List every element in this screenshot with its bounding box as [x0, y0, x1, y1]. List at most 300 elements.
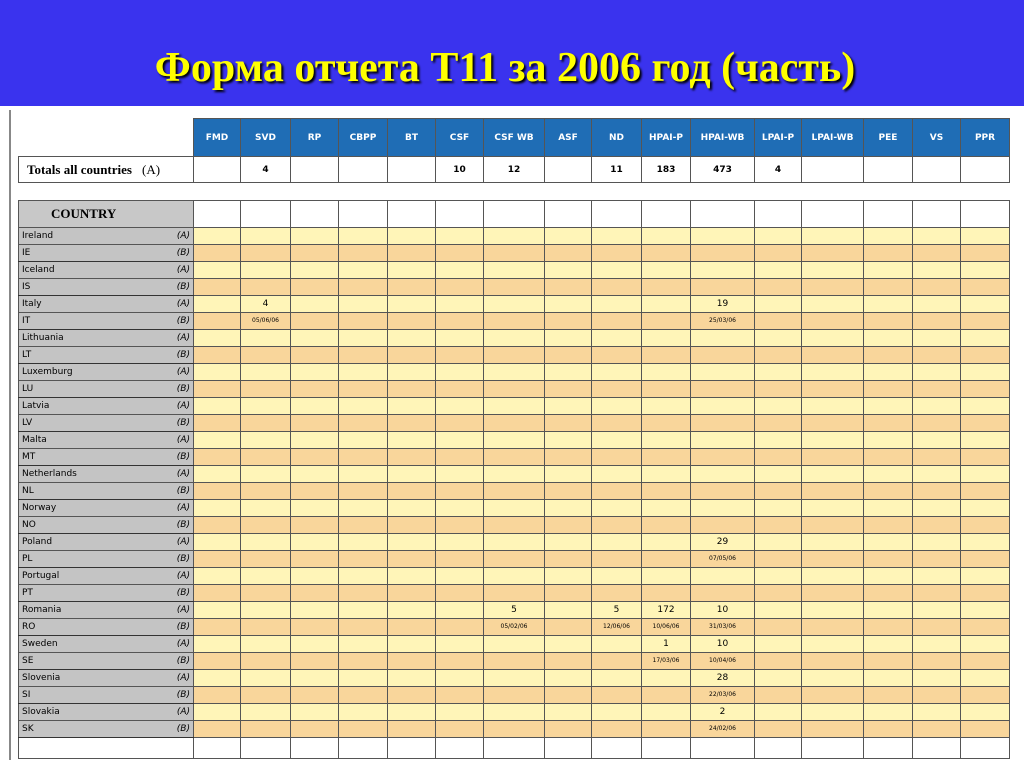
- country-row-norway: [19, 500, 1010, 517]
- slide-title: Форма отчета Т11 за 2006 год (часть): [154, 45, 856, 91]
- country-header-blank-cell: [802, 201, 864, 228]
- date-cell-cbpp: [339, 721, 388, 738]
- country-row-slovenia: [19, 670, 1010, 687]
- date-cell-lpai-wb: [802, 551, 864, 568]
- date-cell-nd: [592, 245, 642, 262]
- country-header-blank-cell: [592, 201, 642, 228]
- row-type-marker: (A): [176, 299, 190, 309]
- date-cell-fmd: [194, 653, 241, 670]
- date-cell-rp: [291, 721, 339, 738]
- column-header-fmd: FMD: [194, 119, 241, 157]
- count-cell-svd: [241, 262, 291, 279]
- count-cell-csf-wb: [484, 364, 545, 381]
- count-cell-rp: [291, 330, 339, 347]
- count-cell-csf: [436, 398, 484, 415]
- date-cell-asf: [545, 415, 592, 432]
- count-cell-nd: [592, 330, 642, 347]
- date-cell-svd: [241, 245, 291, 262]
- date-cell-vs: [913, 653, 961, 670]
- count-cell-svd: [241, 228, 291, 245]
- date-cell-svd: [241, 653, 291, 670]
- count-cell-pee: [864, 670, 913, 687]
- date-cell-lpai-p: [755, 313, 802, 330]
- row-type-marker: (B): [176, 656, 190, 666]
- country-name-cell: [19, 364, 194, 381]
- count-cell-lpai-p: [755, 534, 802, 551]
- date-cell-hpai-wb: [691, 381, 755, 398]
- date-cell-lpai-wb: [802, 381, 864, 398]
- row-type-marker: (B): [176, 350, 190, 360]
- date-cell-lpai-p: [755, 347, 802, 364]
- count-cell-vs: [913, 296, 961, 313]
- count-cell-lpai-wb: [802, 602, 864, 619]
- count-cell-cbpp: [339, 670, 388, 687]
- country-code: SE: [22, 656, 34, 666]
- count-cell-rp: [291, 228, 339, 245]
- count-cell-cbpp: [339, 636, 388, 653]
- count-cell-vs: [913, 568, 961, 585]
- country-code: PL: [22, 554, 33, 564]
- country-table: [18, 200, 1010, 759]
- count-cell-svd: [241, 500, 291, 517]
- count-cell-lpai-wb: [802, 534, 864, 551]
- country-row-no: [19, 517, 1010, 534]
- count-cell-rp: [291, 500, 339, 517]
- country-header-blank-cell: [241, 201, 291, 228]
- country-name: Poland: [22, 537, 53, 547]
- date-cell-asf: [545, 721, 592, 738]
- date-cell-asf: [545, 551, 592, 568]
- row-type-marker: (B): [176, 690, 190, 700]
- totals-cell-lpai-wb: [802, 157, 864, 183]
- date-cell-hpai-p: [642, 279, 691, 296]
- row-type-marker: (A): [176, 503, 190, 513]
- date-cell-bt: [388, 347, 436, 364]
- count-cell-svd: [241, 534, 291, 551]
- date-cell-asf: [545, 687, 592, 704]
- date-cell-lpai-wb: [802, 347, 864, 364]
- date-cell-nd: [592, 551, 642, 568]
- totals-label-text: Totals all countries: [27, 161, 132, 177]
- country-row-ie: [19, 245, 1010, 262]
- date-cell-bt: [388, 449, 436, 466]
- date-cell-csf-wb: [484, 381, 545, 398]
- count-cell-nd: [592, 228, 642, 245]
- totals-cell-csf: 10: [436, 157, 484, 183]
- country-code-cell: [19, 721, 194, 738]
- date-cell-lpai-wb: [802, 313, 864, 330]
- count-cell-lpai-p: [755, 296, 802, 313]
- date-cell-svd: [241, 551, 291, 568]
- date-cell-csf: [436, 483, 484, 500]
- date-cell-rp: [291, 517, 339, 534]
- count-cell-nd: [592, 364, 642, 381]
- count-cell-asf: [545, 500, 592, 517]
- date-cell-vs: [913, 517, 961, 534]
- date-cell-asf: [545, 279, 592, 296]
- country-row-pt: [19, 585, 1010, 602]
- count-cell-lpai-wb: [802, 670, 864, 687]
- country-name: Italy: [22, 299, 42, 309]
- count-cell-svd: [241, 704, 291, 721]
- date-cell-rp: [291, 347, 339, 364]
- date-cell-csf-wb: [484, 653, 545, 670]
- date-cell-csf-wb: [484, 687, 545, 704]
- date-cell-hpai-p: [642, 381, 691, 398]
- count-cell-hpai-p: [642, 534, 691, 551]
- date-cell-hpai-wb: [691, 245, 755, 262]
- count-cell-lpai-wb: [802, 262, 864, 279]
- count-cell-nd: [592, 296, 642, 313]
- count-cell-asf: [545, 262, 592, 279]
- footer-empty-cell: [436, 738, 484, 759]
- count-cell-rp: [291, 432, 339, 449]
- count-cell-svd: [241, 636, 291, 653]
- count-cell-lpai-p: [755, 398, 802, 415]
- footer-empty-cell: [864, 738, 913, 759]
- date-cell-svd: [241, 415, 291, 432]
- count-cell-lpai-wb: [802, 296, 864, 313]
- country-code-cell: [19, 415, 194, 432]
- row-type-marker: (A): [176, 707, 190, 717]
- country-header-row: [19, 201, 1010, 228]
- totals-cell-vs: [913, 157, 961, 183]
- totals-cell-hpai-p: 183: [642, 157, 691, 183]
- count-cell-pee: [864, 466, 913, 483]
- date-cell-csf: [436, 517, 484, 534]
- date-cell-cbpp: [339, 415, 388, 432]
- count-cell-pee: [864, 636, 913, 653]
- date-cell-csf-wb: [484, 415, 545, 432]
- count-cell-rp: [291, 296, 339, 313]
- count-cell-asf: [545, 432, 592, 449]
- column-header-row: [19, 119, 1010, 157]
- country-row-ireland: [19, 228, 1010, 245]
- count-cell-vs: [913, 262, 961, 279]
- date-cell-bt: [388, 517, 436, 534]
- footer-empty-cell: [755, 738, 802, 759]
- count-cell-asf: [545, 466, 592, 483]
- count-cell-fmd: [194, 228, 241, 245]
- date-cell-csf: [436, 619, 484, 636]
- count-cell-vs: [913, 432, 961, 449]
- count-cell-pee: [864, 534, 913, 551]
- count-cell-lpai-p: [755, 228, 802, 245]
- country-name-cell: [19, 534, 194, 551]
- date-cell-pee: [864, 347, 913, 364]
- count-cell-pee: [864, 398, 913, 415]
- date-cell-csf: [436, 687, 484, 704]
- date-cell-vs: [913, 415, 961, 432]
- date-cell-lpai-p: [755, 415, 802, 432]
- count-cell-cbpp: [339, 364, 388, 381]
- country-name-cell: [19, 568, 194, 585]
- date-cell-csf-wb: [484, 517, 545, 534]
- date-cell-ppr: [961, 449, 1010, 466]
- country-row-slovakia: [19, 704, 1010, 721]
- date-cell-nd: [592, 483, 642, 500]
- date-cell-nd: [592, 585, 642, 602]
- country-code-cell: [19, 381, 194, 398]
- column-header-ppr: PPR: [961, 119, 1010, 157]
- date-cell-csf-wb: [484, 449, 545, 466]
- date-cell-vs: [913, 313, 961, 330]
- date-cell-cbpp: [339, 585, 388, 602]
- date-cell-lpai-wb: [802, 415, 864, 432]
- date-cell-ppr: [961, 415, 1010, 432]
- country-row-luxemburg: [19, 364, 1010, 381]
- date-cell-hpai-wb: [691, 347, 755, 364]
- date-cell-svd: [241, 585, 291, 602]
- date-cell-lpai-wb: [802, 449, 864, 466]
- footer-empty-cell: [691, 738, 755, 759]
- count-cell-hpai-p: 1: [642, 636, 691, 653]
- count-cell-hpai-wb: [691, 228, 755, 245]
- date-cell-vs: [913, 551, 961, 568]
- date-cell-cbpp: [339, 279, 388, 296]
- count-cell-bt: [388, 534, 436, 551]
- date-cell-ppr: [961, 721, 1010, 738]
- column-header-nd: ND: [592, 119, 642, 157]
- date-cell-bt: [388, 415, 436, 432]
- count-cell-nd: [592, 636, 642, 653]
- date-cell-pee: [864, 381, 913, 398]
- date-cell-fmd: [194, 551, 241, 568]
- count-cell-hpai-p: [642, 228, 691, 245]
- count-cell-hpai-wb: 29: [691, 534, 755, 551]
- country-row-sk: [19, 721, 1010, 738]
- date-cell-bt: [388, 483, 436, 500]
- country-name: Sweden: [22, 639, 58, 649]
- date-cell-csf: [436, 551, 484, 568]
- date-cell-pee: [864, 483, 913, 500]
- count-cell-hpai-wb: [691, 432, 755, 449]
- date-cell-hpai-p: [642, 551, 691, 568]
- count-cell-csf-wb: [484, 398, 545, 415]
- totals-label: [19, 157, 194, 183]
- count-cell-csf-wb: 5: [484, 602, 545, 619]
- date-cell-fmd: [194, 415, 241, 432]
- row-type-marker: (B): [176, 384, 190, 394]
- count-cell-hpai-wb: 19: [691, 296, 755, 313]
- row-type-marker: (B): [176, 520, 190, 530]
- date-cell-rp: [291, 381, 339, 398]
- count-cell-fmd: [194, 466, 241, 483]
- date-cell-cbpp: [339, 245, 388, 262]
- date-cell-vs: [913, 381, 961, 398]
- country-name-cell: [19, 466, 194, 483]
- date-cell-bt: [388, 551, 436, 568]
- date-cell-csf: [436, 347, 484, 364]
- date-cell-pee: [864, 721, 913, 738]
- country-row-lithuania: [19, 330, 1010, 347]
- count-cell-rp: [291, 398, 339, 415]
- date-cell-asf: [545, 245, 592, 262]
- country-code: RO: [22, 622, 36, 632]
- count-cell-pee: [864, 364, 913, 381]
- count-cell-csf-wb: [484, 568, 545, 585]
- date-cell-lpai-wb: [802, 653, 864, 670]
- date-cell-cbpp: [339, 381, 388, 398]
- row-type-marker: (B): [176, 316, 190, 326]
- count-cell-csf: [436, 364, 484, 381]
- count-cell-ppr: [961, 568, 1010, 585]
- date-cell-pee: [864, 517, 913, 534]
- count-cell-lpai-wb: [802, 432, 864, 449]
- count-cell-fmd: [194, 670, 241, 687]
- date-cell-fmd: [194, 245, 241, 262]
- count-cell-fmd: [194, 262, 241, 279]
- count-cell-hpai-p: [642, 466, 691, 483]
- country-row-lt: [19, 347, 1010, 364]
- date-cell-vs: [913, 279, 961, 296]
- count-cell-asf: [545, 670, 592, 687]
- date-cell-csf-wb: [484, 483, 545, 500]
- date-cell-rp: [291, 687, 339, 704]
- country-row-nl: [19, 483, 1010, 500]
- count-cell-csf: [436, 534, 484, 551]
- count-cell-asf: [545, 330, 592, 347]
- count-cell-nd: [592, 568, 642, 585]
- row-type-marker: (A): [176, 537, 190, 547]
- totals-cell-nd: 11: [592, 157, 642, 183]
- date-cell-fmd: [194, 449, 241, 466]
- date-cell-csf: [436, 381, 484, 398]
- date-cell-vs: [913, 245, 961, 262]
- country-code: SI: [22, 690, 31, 700]
- count-cell-fmd: [194, 500, 241, 517]
- count-cell-lpai-p: [755, 704, 802, 721]
- footer-empty-cell: [545, 738, 592, 759]
- date-cell-bt: [388, 381, 436, 398]
- date-cell-pee: [864, 653, 913, 670]
- count-cell-lpai-p: [755, 602, 802, 619]
- date-cell-lpai-p: [755, 721, 802, 738]
- country-header-blank-cell: [755, 201, 802, 228]
- country-name: Luxemburg: [22, 367, 73, 377]
- count-cell-hpai-p: [642, 670, 691, 687]
- country-code-cell: [19, 551, 194, 568]
- count-cell-csf: [436, 432, 484, 449]
- date-cell-hpai-wb: 22/03/06: [691, 687, 755, 704]
- country-name: Slovenia: [22, 673, 61, 683]
- date-cell-fmd: [194, 517, 241, 534]
- country-row-latvia: [19, 398, 1010, 415]
- date-cell-asf: [545, 483, 592, 500]
- column-header-csf-wb: CSF WB: [484, 119, 545, 157]
- count-cell-bt: [388, 296, 436, 313]
- date-cell-hpai-p: 17/03/06: [642, 653, 691, 670]
- country-header-blank-cell: [913, 201, 961, 228]
- count-cell-fmd: [194, 602, 241, 619]
- country-name-cell: [19, 704, 194, 721]
- country-code: LT: [22, 350, 32, 360]
- count-cell-rp: [291, 364, 339, 381]
- country-code: NO: [22, 520, 36, 530]
- date-cell-csf: [436, 415, 484, 432]
- count-cell-csf-wb: [484, 330, 545, 347]
- date-cell-bt: [388, 313, 436, 330]
- footer-empty-cell: [291, 738, 339, 759]
- count-cell-vs: [913, 466, 961, 483]
- count-cell-asf: [545, 534, 592, 551]
- date-cell-hpai-p: [642, 245, 691, 262]
- date-cell-csf: [436, 245, 484, 262]
- country-name: Norway: [22, 503, 57, 513]
- count-cell-nd: [592, 500, 642, 517]
- count-cell-fmd: [194, 330, 241, 347]
- count-cell-nd: 5: [592, 602, 642, 619]
- date-cell-lpai-p: [755, 517, 802, 534]
- country-row-lu: [19, 381, 1010, 398]
- date-cell-svd: 05/06/06: [241, 313, 291, 330]
- count-cell-csf: [436, 500, 484, 517]
- date-cell-vs: [913, 585, 961, 602]
- totals-cell-csf-wb: 12: [484, 157, 545, 183]
- date-cell-svd: [241, 721, 291, 738]
- count-cell-cbpp: [339, 500, 388, 517]
- country-header-blank-cell: [484, 201, 545, 228]
- date-cell-rp: [291, 245, 339, 262]
- count-cell-bt: [388, 568, 436, 585]
- count-cell-cbpp: [339, 466, 388, 483]
- date-cell-asf: [545, 381, 592, 398]
- count-cell-rp: [291, 466, 339, 483]
- country-name-cell: [19, 432, 194, 449]
- country-header-blank-cell: [961, 201, 1010, 228]
- country-code-cell: [19, 517, 194, 534]
- count-cell-lpai-p: [755, 466, 802, 483]
- count-cell-csf-wb: [484, 500, 545, 517]
- date-cell-bt: [388, 245, 436, 262]
- date-cell-hpai-wb: [691, 585, 755, 602]
- country-row-is: [19, 279, 1010, 296]
- date-cell-cbpp: [339, 653, 388, 670]
- count-cell-asf: [545, 704, 592, 721]
- date-cell-fmd: [194, 721, 241, 738]
- country-header-blank-cell: [691, 201, 755, 228]
- totals-cell-lpai-p: 4: [755, 157, 802, 183]
- country-code-cell: [19, 279, 194, 296]
- date-cell-nd: [592, 415, 642, 432]
- count-cell-csf: [436, 670, 484, 687]
- country-row-netherlands: [19, 466, 1010, 483]
- row-type-marker: (B): [176, 486, 190, 496]
- header-blank-cell: [19, 119, 194, 157]
- country-row-italy: [19, 296, 1010, 313]
- count-cell-pee: [864, 432, 913, 449]
- column-header-cbpp: CBPP: [339, 119, 388, 157]
- row-type-marker: (A): [176, 469, 190, 479]
- country-code: NL: [22, 486, 34, 496]
- left-edge-line: [9, 110, 11, 760]
- count-cell-nd: [592, 670, 642, 687]
- country-code-cell: [19, 483, 194, 500]
- count-cell-cbpp: [339, 330, 388, 347]
- date-cell-hpai-wb: 07/05/06: [691, 551, 755, 568]
- count-cell-nd: [592, 432, 642, 449]
- footer-empty-row: [19, 738, 1010, 759]
- country-code-cell: [19, 653, 194, 670]
- country-code: IE: [22, 248, 31, 258]
- count-cell-pee: [864, 704, 913, 721]
- country-header-blank-cell: [339, 201, 388, 228]
- row-type-marker: (A): [176, 435, 190, 445]
- date-cell-csf: [436, 585, 484, 602]
- count-cell-hpai-p: [642, 500, 691, 517]
- count-cell-lpai-wb: [802, 228, 864, 245]
- date-cell-bt: [388, 619, 436, 636]
